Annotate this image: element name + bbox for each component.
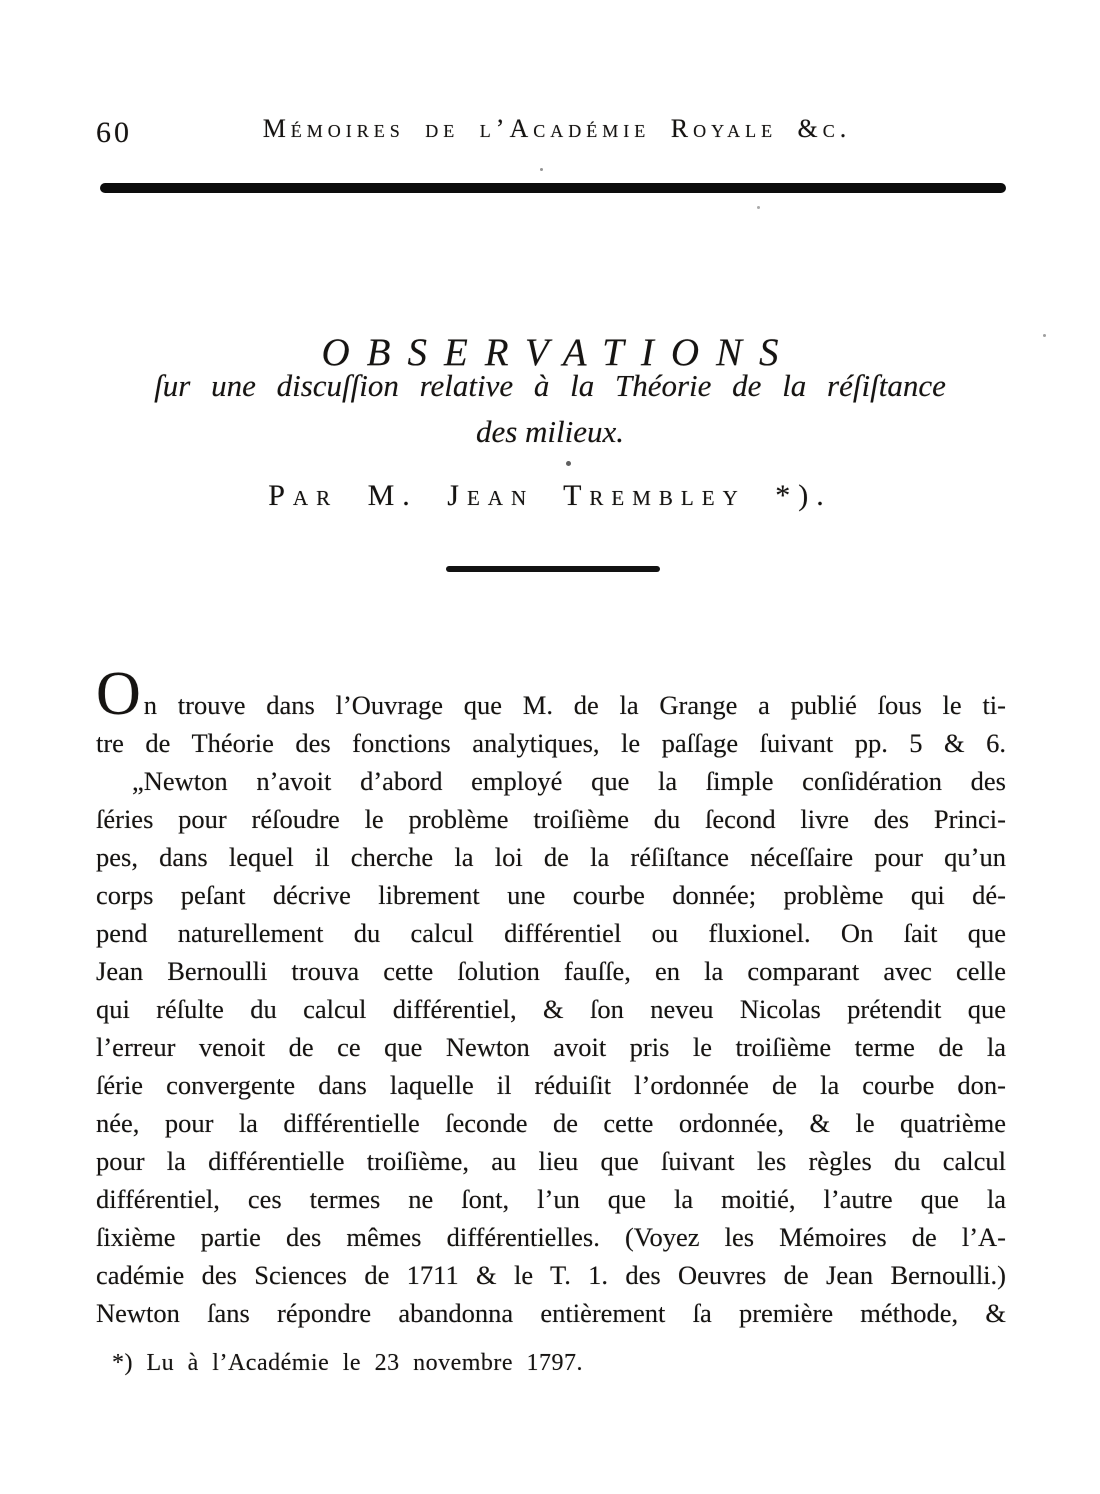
page-number: 60 xyxy=(96,116,132,149)
body-line: née, pour la différentielle ſeconde de cette ordonnée, & le quatrième xyxy=(96,1108,1006,1138)
body-line: qui réſulte du calcul différentiel, & ſon neveu Nicolas prétendit que xyxy=(96,994,1006,1024)
running-title: Mémoires de l’Académie Royale &c. xyxy=(262,114,852,143)
body-line: „Newton n’avoit d’abord employé que la ſimple conſidération des xyxy=(132,766,1006,796)
body-line xyxy=(96,660,1006,728)
body-line: cadémie des Sciences de 1711 & le T. 1. des Oeuvres de Jean Bernoulli.) xyxy=(96,1260,1006,1290)
article-subtitle-line2: des milieux. xyxy=(475,414,625,449)
ink-speck xyxy=(757,206,760,209)
ink-speck xyxy=(540,168,543,171)
body-line: pour la différentielle troiſième, au lieu que ſuivant les règles du calcul xyxy=(96,1146,1006,1176)
article-title: OBSERVATIONS xyxy=(321,331,796,375)
body-text xyxy=(96,660,1006,1332)
body-line: Newton ſans répondre abandonna entièrement ſa première méthode, & xyxy=(96,1298,1006,1328)
article-subtitle-line1: ſur une discuſſion relative à la Théorie de la réſiſtance xyxy=(154,368,946,403)
body-line: ſixième partie des mêmes différentielles. (Voyez les Mémoires de l’A- xyxy=(96,1222,1006,1252)
body-line: tre de Théorie des fonctions analytiques, le paſſage ſuivant pp. 5 & 6. xyxy=(96,728,1006,758)
body-line: pes, dans lequel il cherche la loi de la réſiſtance néceſſaire pour qu’un xyxy=(96,842,1006,872)
body-line: corps peſant décrive librement une courbe donnée; problème qui dé- xyxy=(96,880,1006,910)
divider-rule xyxy=(446,566,660,572)
byline: Par M. Jean Trembley *). xyxy=(268,479,832,512)
body-line: l’erreur venoit de ce que Newton avoit pris le troiſième terme de la xyxy=(96,1032,1006,1062)
body-line-text: n trouve dans l’Ouvrage que M. de la Grange a publié ſous le ti- xyxy=(143,690,1006,720)
body-line: Jean Bernoulli trouva cette ſolution fauſſe, en la comparant avec celle xyxy=(96,956,1006,986)
header-rule xyxy=(100,183,1006,193)
ink-speck xyxy=(1043,334,1046,337)
body-line: pend naturellement du calcul différentiel ou fluxionel. On ſait que xyxy=(96,918,1006,948)
running-header xyxy=(96,114,1004,158)
footnote: *) Lu à l’Académie le 23 novembre 1797. xyxy=(112,1350,584,1376)
body-line: différentiel, ces termes ne ſont, l’un que la moitié, l’autre que la xyxy=(96,1184,1006,1214)
body-line: ſéries pour réſoudre le problème troiſième du ſecond livre des Princi- xyxy=(96,804,1006,834)
ink-speck xyxy=(566,461,571,466)
drop-cap-letter: O xyxy=(96,660,141,728)
body-line: ſérie convergente dans laquelle il réduiſit l’ordonnée de la courbe don- xyxy=(96,1070,1006,1100)
